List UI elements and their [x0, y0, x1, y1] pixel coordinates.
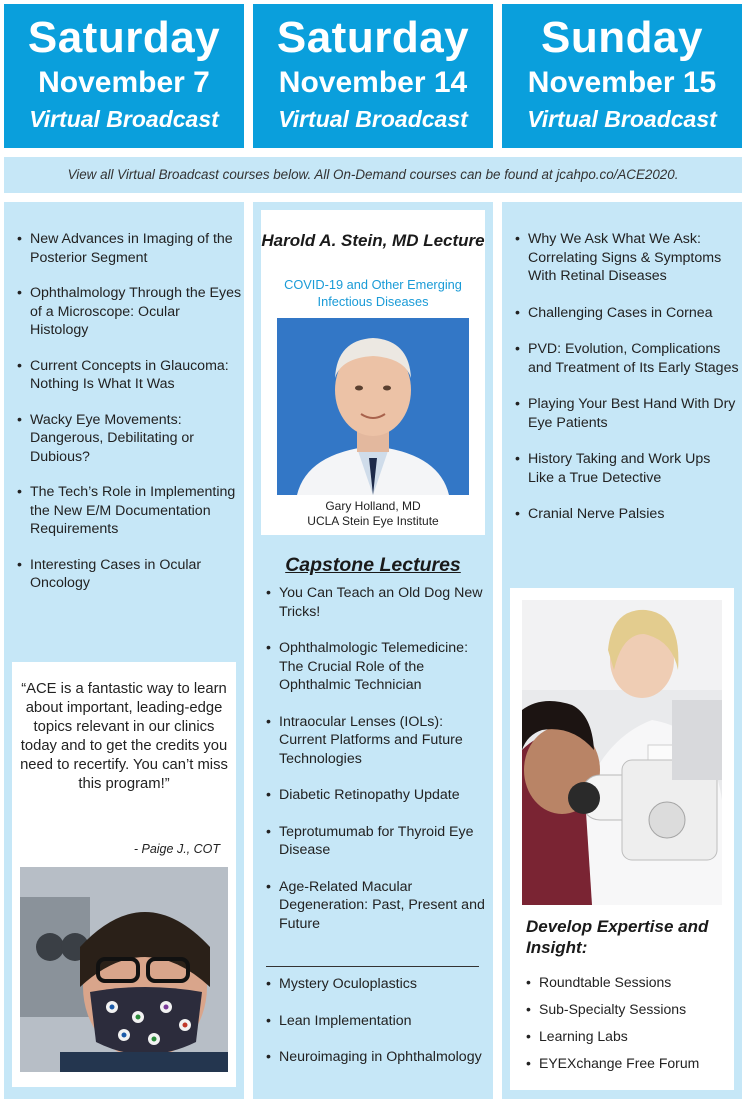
testimonial-photo [20, 867, 228, 1072]
list-item: • Diabetic Retinopathy Update [266, 786, 491, 805]
list-item: • You Can Teach an Old Dog New Tricks! [266, 584, 491, 621]
speaker-photo [277, 318, 469, 495]
column-nov-15 [502, 202, 742, 1099]
list-item: • Ophthalmologic Telemedicine: The Crucial Role of the Ophthalmic Technician [266, 639, 491, 695]
testimonial-quote: “ACE is a fantastic way to learn about important, leading-edge topics relevant in our clinics today and to get the credits you need to recertify. You can’t miss this program!” [20, 681, 228, 792]
list-item: • History Taking and Work Ups Like a True Detective [515, 450, 740, 487]
header-date: November 14 [278, 66, 468, 99]
course-list-nov-14 [266, 975, 491, 1067]
list-item: • Learning Labs [526, 1027, 731, 1046]
column-nov-7 [4, 202, 244, 1099]
header-date: November 15 [527, 66, 717, 99]
list-item: • Neuroimaging in Ophthalmology [266, 1048, 491, 1067]
lecture-title: Harold A. Stein, MD Lecture [261, 231, 485, 250]
list-item: • Intraocular Lenses (IOLs): Current Platforms and Future Technologies [266, 713, 491, 769]
list-item: • Age-Related Macular Degeneration: Past, Present and Future [266, 878, 491, 934]
list-item: • Wacky Eye Movements: Dangerous, Debilitating or Dubious? [17, 411, 242, 467]
course-list-nov-15 [515, 230, 740, 542]
header-nov-14 [253, 4, 493, 148]
header-day: Saturday [276, 13, 470, 62]
list-item: • Teprotumumab for Thyroid Eye Disease [266, 823, 491, 860]
header-format: Virtual Broadcast [527, 106, 717, 132]
expertise-title: Develop Expertise and Insight: [526, 917, 709, 957]
speaker-name: Gary Holland, MD [325, 499, 421, 513]
testimonial-card [12, 662, 236, 1087]
list-item: • Sub-Specialty Sessions [526, 1000, 731, 1019]
header-format: Virtual Broadcast [29, 106, 219, 132]
header-nov-7 [4, 4, 244, 148]
notice-banner: View all Virtual Broadcast courses below. All On-Demand courses can be found at jcahpo.co/ACE2020. [4, 157, 742, 193]
course-list-nov-7 [17, 230, 242, 610]
header-format: Virtual Broadcast [278, 106, 468, 132]
divider [266, 966, 479, 967]
list-item: • Playing Your Best Hand With Dry Eye Patients [515, 395, 740, 432]
list-item: • Roundtable Sessions [526, 973, 731, 992]
testimonial-author: - Paige J., COT [133, 842, 220, 856]
lecture-subtitle: COVID-19 and Other Emerging Infectious Diseases [284, 277, 462, 309]
column-nov-14 [253, 202, 493, 1099]
list-item: • Why We Ask What We Ask: Correlating Signs & Symptoms With Retinal Diseases [515, 230, 740, 286]
list-item: • Current Concepts in Glaucoma: Nothing Is What It Was [17, 357, 242, 394]
list-item: • Challenging Cases in Cornea [515, 304, 740, 323]
header-day: Sunday [541, 13, 703, 62]
speaker-affiliation: UCLA Stein Eye Institute [307, 514, 439, 528]
list-item: • Mystery Oculoplastics [266, 975, 491, 994]
header-day: Saturday [27, 13, 221, 62]
header-date: November 7 [38, 66, 210, 99]
list-item: • EYEXchange Free Forum [526, 1054, 731, 1073]
list-item: • Lean Implementation [266, 1012, 491, 1031]
list-item: • Cranial Nerve Palsies [515, 505, 740, 524]
list-item: • PVD: Evolution, Complications and Treatment of Its Early Stages [515, 340, 740, 377]
speaker-caption [261, 499, 485, 529]
capstone-list [266, 584, 491, 933]
header-nov-15 [502, 4, 742, 148]
expertise-card [510, 588, 734, 1090]
list-item: • The Tech’s Role in Implementing the New E/M Documentation Requirements [17, 483, 242, 539]
list-item: • New Advances in Imaging of the Posterior Segment [17, 230, 242, 267]
list-item: • Interesting Cases in Ocular Oncology [17, 556, 242, 593]
list-item: • Ophthalmology Through the Eyes of a Microscope: Ocular Histology [17, 284, 242, 340]
expertise-list [526, 973, 731, 1081]
featured-lecture-card [261, 210, 485, 535]
capstone-heading: Capstone Lectures [285, 554, 461, 576]
lab-photo [522, 600, 722, 905]
